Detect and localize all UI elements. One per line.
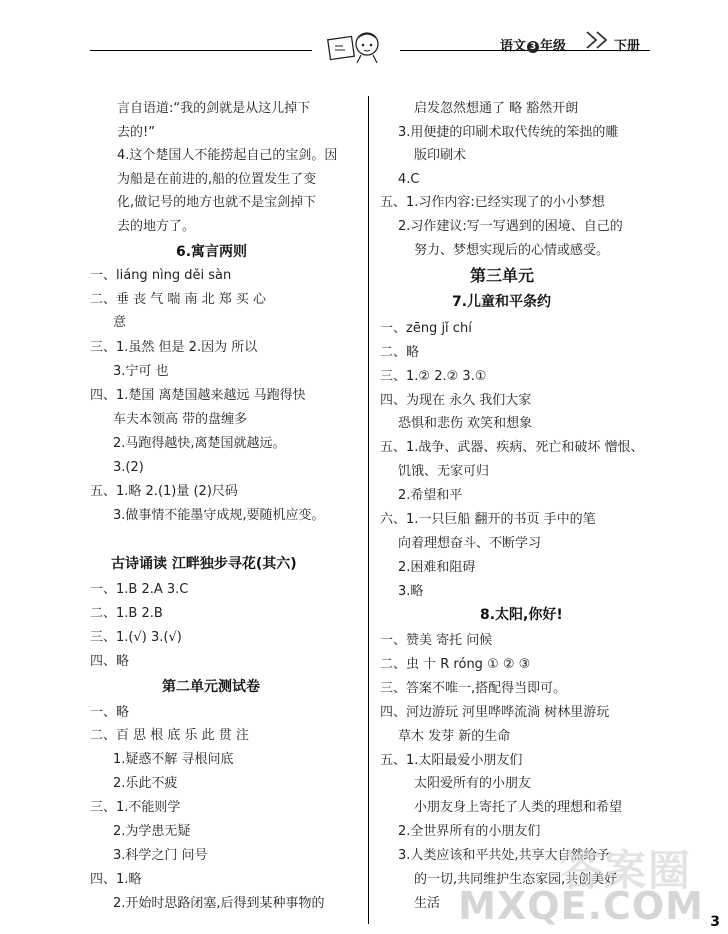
double-chevron-icon <box>585 30 611 54</box>
right-line: 太阳爱所有的小朋友 <box>414 776 532 791</box>
right-line: 二、虫 十 R róng ① ② ③ <box>380 657 531 672</box>
left-line: 去的!” <box>117 125 155 140</box>
left-line: 一、1.B 2.A 3.C <box>90 582 189 597</box>
left-line: 车夫本领高 带的盘缠多 <box>113 412 248 427</box>
section-heading: 古诗诵读 江畔独步寻花(其六) <box>111 556 297 572</box>
left-line: 三、1.不能则学 <box>90 800 181 815</box>
watermark-text: MXQE.COM <box>458 884 704 928</box>
left-line: 3.科学之门 问号 <box>113 848 208 863</box>
section-heading: 第二单元测试卷 <box>162 679 260 695</box>
right-line: 五、1.习作内容:已经实现了的小小梦想 <box>380 195 605 210</box>
column-divider <box>368 96 369 924</box>
header-rule-left <box>90 50 312 51</box>
right-line: 4.C <box>398 172 420 187</box>
left-line: 去的地方了。 <box>117 219 196 234</box>
left-line: 3.做事情不能墨守成规,要随机应变。 <box>113 508 325 523</box>
right-line: 版印刷术 <box>414 148 467 163</box>
right-line: 一、赞美 寄托 问候 <box>380 633 493 648</box>
left-line: 2.乐此不疲 <box>113 776 178 791</box>
right-line: 三、答案不唯一,搭配得当即可。 <box>380 681 567 696</box>
right-line: 六、1.一只巨船 翻开的书页 手中的笔 <box>380 512 596 527</box>
left-line: 二、百 思 根 底 乐 此 贯 注 <box>90 728 249 743</box>
right-line: 3.人类应该和平共处,共享大自然给予 <box>398 848 610 863</box>
right-line: 五、1.战争、武器、疾病、死亡和破坏 憎恨、 <box>380 440 644 455</box>
left-line: 二、垂 丧 气 喘 南 北 郑 买 心 <box>90 292 267 307</box>
right-line: 草木 发芽 新的生命 <box>398 729 511 744</box>
section-heading: 8.太阳,你好! <box>480 607 563 623</box>
right-line: 生活 <box>414 896 441 911</box>
right-line: 小朋友身上寄托了人类的理想和希望 <box>414 800 623 815</box>
left-line: 3.(2) <box>113 460 144 475</box>
left-line: 3.宁可 也 <box>113 364 169 379</box>
right-line: 四、河边游玩 河里哗哗流淌 树林里游玩 <box>380 705 610 720</box>
right-line: 启发忽然想通了 略 豁然开朗 <box>414 101 579 116</box>
unit-heading: 第三单元 <box>470 266 535 285</box>
right-line: 的一切,共同维护生态家园,共创美好 <box>414 872 618 887</box>
page-number: 3 <box>710 914 720 930</box>
right-line: 2.困难和阻碍 <box>398 560 476 575</box>
right-line: 一、zēng jǐ chí <box>380 321 472 336</box>
section-heading: 6.寓言两则 <box>176 244 248 260</box>
left-line: 二、1.B 2.B <box>90 606 163 621</box>
left-line: 为船是在前进的,船的位置发生了变 <box>117 172 317 187</box>
right-line: 3.略 <box>398 584 424 599</box>
right-line: 五、1.太阳最爱小朋友们 <box>380 753 523 768</box>
left-line: 化,做记号的地方也就不是宝剑掉下 <box>117 195 317 210</box>
left-line: 四、1.楚国 离楚国越来越远 马跑得快 <box>90 388 306 403</box>
right-line: 四、为现在 永久 我们大家 <box>380 393 532 408</box>
section-heading: 7.儿童和平条约 <box>452 294 552 310</box>
right-line: 3.用便捷的印刷术取代传统的笨拙的雕 <box>398 125 619 140</box>
mascot-icon <box>325 28 383 68</box>
right-line: 三、1.② 2.② 3.① <box>380 369 487 384</box>
right-line: 2.希望和平 <box>398 488 463 503</box>
header-subject: 语文 3 年级 <box>500 39 567 54</box>
left-line: 2.为学患无疑 <box>113 824 191 839</box>
right-line: 2.全世界所有的小朋友们 <box>398 824 541 839</box>
left-line: 四、略 <box>90 654 130 669</box>
left-line: 意 <box>113 315 127 330</box>
left-line: 4.这个楚国人不能捞起自己的宝剑。因 <box>117 148 338 163</box>
left-line: 一、liáng nìng děi sàn <box>90 268 232 283</box>
left-line: 三、1.(√) 3.(√) <box>90 630 182 645</box>
left-line: 2.开始时思路闭塞,后得到某种事物的 <box>113 896 325 911</box>
left-line: 一、略 <box>90 705 130 720</box>
left-line: 五、1.略 2.(1)量 (2)尺码 <box>90 484 238 499</box>
right-line: 向着理想奋斗、不断学习 <box>398 536 542 551</box>
right-line: 2.习作建议:写一写遇到的困境、自己的 <box>398 219 623 234</box>
header-volume: 下册 <box>614 39 641 54</box>
right-line: 饥饿、无家可归 <box>398 464 490 479</box>
left-line: 言自语道:“我的剑就是从这儿掉下 <box>117 101 311 116</box>
left-line: 2.马跑得越快,离楚国就越远。 <box>113 436 286 451</box>
watermark-cn: 答案圈 <box>560 846 693 895</box>
right-line: 二、略 <box>380 345 420 360</box>
right-line: 恐惧和悲伤 欢笑和想象 <box>398 416 533 431</box>
left-line: 四、1.略 <box>90 872 142 887</box>
left-line: 三、1.虽然 但是 2.因为 所以 <box>90 340 258 355</box>
left-line: 1.疑惑不解 寻根问底 <box>113 752 234 767</box>
right-line: 努力、梦想实现后的心情或感受。 <box>414 243 610 258</box>
